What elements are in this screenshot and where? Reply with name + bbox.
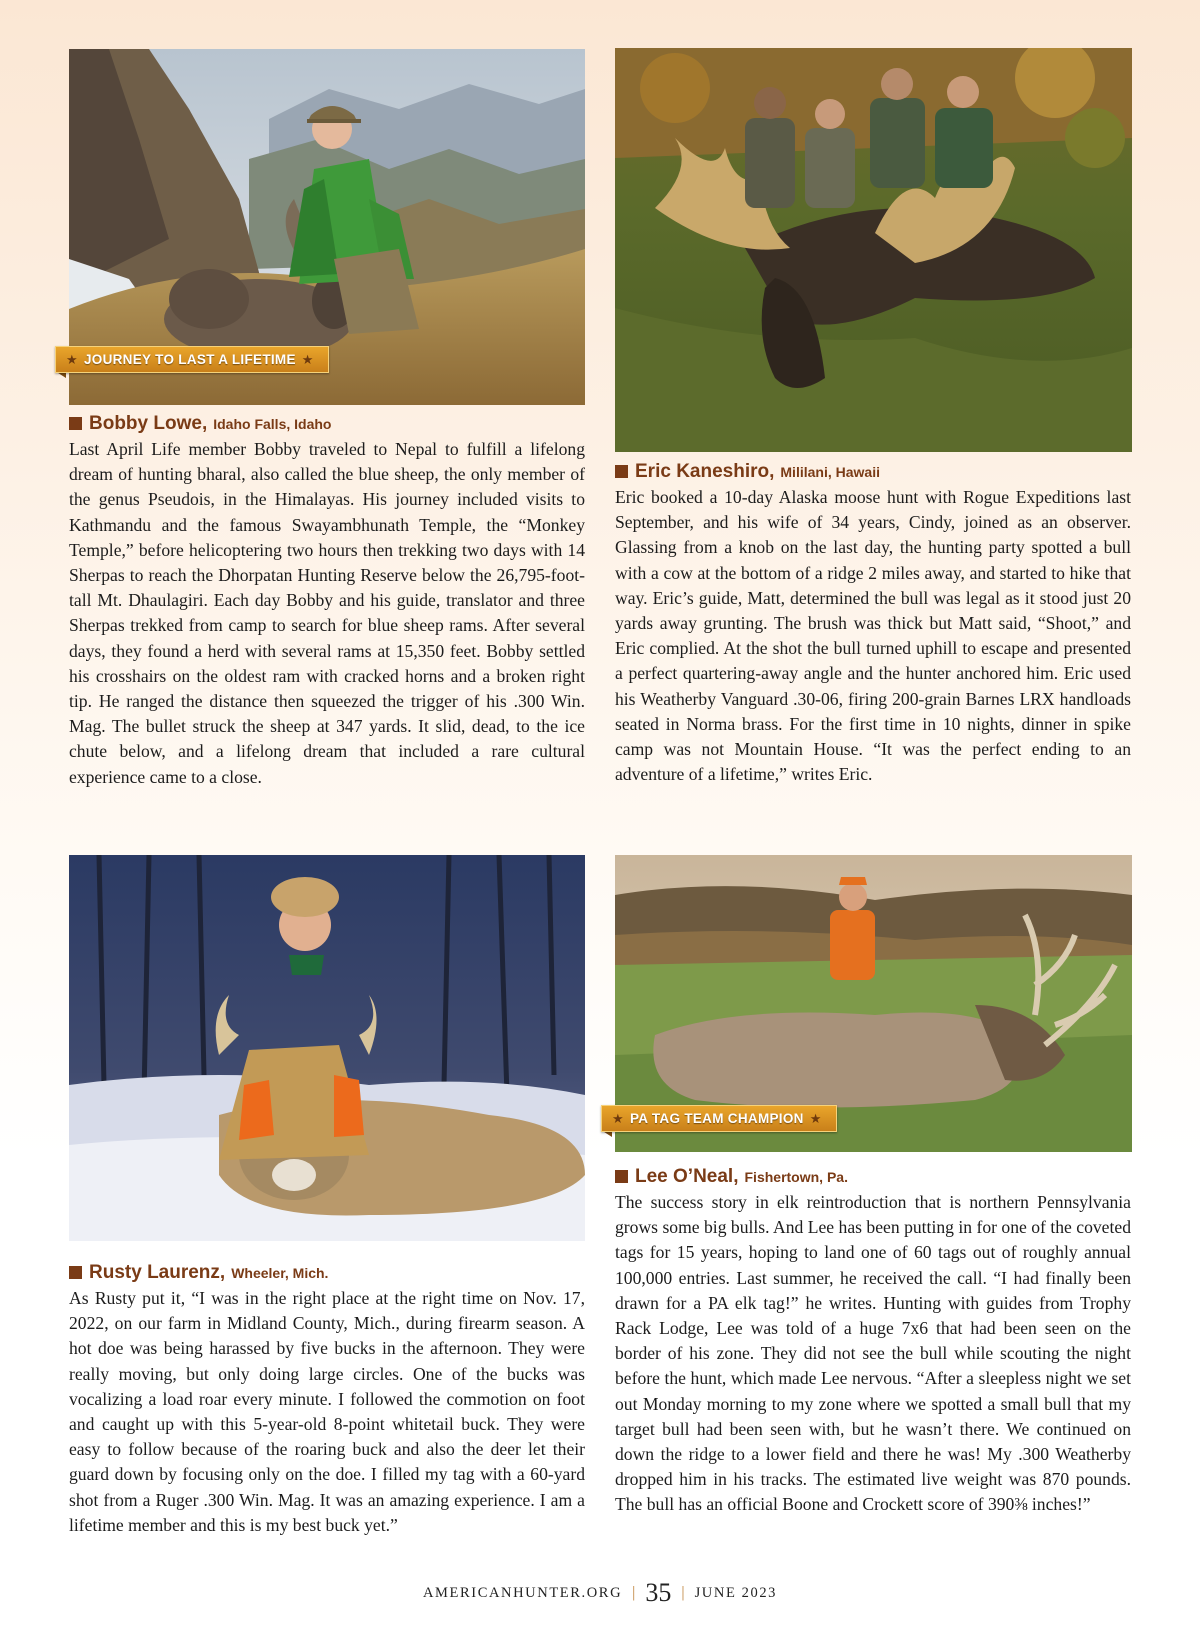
story-text: As Rusty put it, “I was in the right place at the right time on Nov. 17, 2022, on our farm in Midland County, Mich., during firearm season. A hot doe was being harassed by five bucks in the afternoon. They were really moving, but only doing large circles. One of the bucks was vocalizing a load roar every minute. I followed the commotion on foot and caught up with this 5-year-old 8-point whitetail buck. They were easy to follow because of the roaring buck and also the deer let their guard down by focusing only on the doe. I filled my tag with a 60-yard shot from a Ruger .300 Win. Mag. It was an amazing experience. I am a lifetime member and this is my best buck yet.” [69,1288,585,1535]
story-text: The success story in elk reintroduction that is northern Pennsylvania grows some big bulls. And Lee has been putting in for one of the coveted tags for 15 years, hoping to land one of 60 tags out of roughly annual 100,000 entries. Last summer, he received the call. “I had finally been drawn for a PA elk tag!” he writes. Hunting with guides from Trophy Rack Lodge, Lee was told of a huge 7x6 that had been seen on the border of his zone. They did not see the bull while scouting the night before the hunt, which made Lee nervous. “After a sleepless night we set out Monday morning to my zone where we spotted a small bull that my target bull had been seen with, but he wasn’t there. We continued on down the ridge to a lower field and there he was! My .300 Weatherby dropped him in his tracks. The estimated live weight was 870 pounds. The bull has an official Boone and Crockett score of 390⅜ inches!” [615,1192,1131,1515]
square-bullet-icon [615,1170,628,1183]
photo-rusty-laurenz-whitetail [69,855,585,1241]
hunter-location: Fishertown, Pa. [744,1169,848,1185]
page-footer [0,1578,1200,1608]
story-text: Last April Life member Bobby traveled to Nepal to fulfill a lifelong dream of hunting bharal, also called the blue sheep, the only member of the genus Pseudois, in the Himalayas. His journey included visits to Kathmandu and the famous Swayambhunath Temple, the “Monkey Temple,” before helicoptering two hours then trekking two days with 14 Sherpas to reach the Dhorpatan Hunting Reserve below the 26,795-foot-tall Mt. Dhaulagiri. Each day Bobby and his guide, translator and three Sherpas trekked from camp to search for blue sheep rams. After several days, they found a herd with several rams at 15,350 feet. Bobby settled his crosshairs on the oldest ram with cracked horns and a broken right tip. He ranged the distance then squeezed the trigger of his .300 Win. Mag. The bullet struck the sheep at 347 yards. It slid, dead, to the ice chute below, and a lifelong dream that included a rare cultural experience came to a close. [69,439,585,787]
star-icon: ★ [66,351,78,367]
hunter-location: Mililani, Hawaii [780,464,880,480]
banner-journey-to-last-a-lifetime [55,346,329,373]
banner-label: PA TAG TEAM CHAMPION [629,1111,804,1126]
story-lee-oneal [615,1166,1131,1518]
hunter-name: Eric Kaneshiro, [635,461,775,482]
hunter-name: Bobby Lowe, [89,413,208,434]
story-eric-kaneshiro [615,461,1131,787]
story-heading [69,1262,585,1284]
footer-separator: | [681,1584,685,1601]
story-text: Eric booked a 10-day Alaska moose hunt with Rogue Expeditions last September, and his wife of 34 years, Cindy, joined as an observer. Glassing from a knob on the last day, the hunting party spotted a bull with a cow at the bottom of a ridge 2 miles away, and started to hike that way. Eric’s guide, Matt, determined the bull was legal as it stood just 20 yards away grunting. The brush was thick but Matt said, “Shoot,” and Eric complied. At the shot the bull turned uphill to escape and presented a perfect quartering-away angle and the hunter anchored him. Eric used his Weatherby Vanguard .30-06, firing 200-grain Barnes LRX handloads seated in Norma brass. For the first time in 10 nights, dinner in spike camp was not Mountain House. “It was the perfect ending to an adventure of a lifetime,” writes Eric. [615,487,1131,785]
story-heading [69,413,585,435]
photo-eric-kaneshiro-moose [615,48,1132,452]
banner-pa-tag-team-champion [601,1105,837,1132]
footer-site[interactable]: AMERICANHUNTER.ORG [422,1584,623,1601]
footer-separator: | [632,1584,636,1601]
square-bullet-icon [615,465,628,478]
star-icon: ★ [301,351,314,367]
page-number: 35 [645,1578,672,1607]
square-bullet-icon [69,1266,82,1279]
issue-date: JUNE 2023 [694,1584,778,1601]
hunter-name: Lee O’Neal, [635,1166,739,1187]
star-icon: ★ [612,1110,624,1126]
story-heading [615,461,1131,483]
star-icon: ★ [809,1110,822,1126]
hunter-name: Rusty Laurenz, [89,1262,226,1283]
story-heading [615,1166,1131,1188]
hunter-location: Idaho Falls, Idaho [213,416,332,432]
square-bullet-icon [69,417,82,430]
banner-label: JOURNEY TO LAST A LIFETIME [83,352,296,367]
story-rusty-laurenz [69,1262,585,1538]
story-bobby-lowe [69,413,585,790]
hunter-location: Wheeler, Mich. [231,1265,329,1281]
